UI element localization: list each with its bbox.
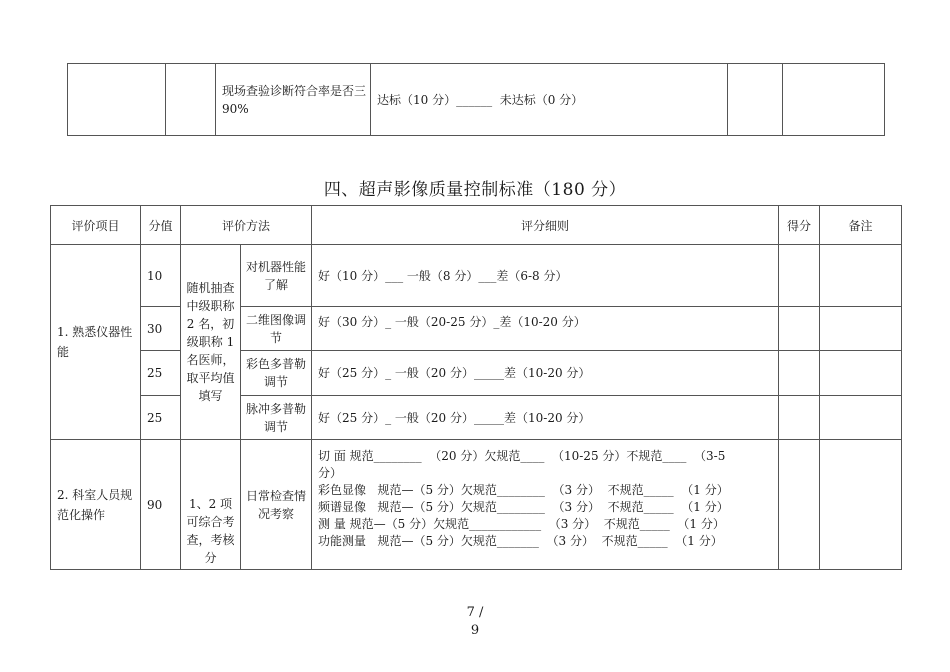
got-cell [779, 245, 820, 307]
detail-cell: 达标（10 分）______ 未达标（0 分） [371, 64, 728, 136]
got-cell [779, 351, 820, 396]
header-detail: 评分细则 [312, 206, 779, 245]
note-cell [783, 64, 885, 136]
section-title: 四、超声影像质量控制标准（180 分） [323, 180, 627, 200]
previous-section-table [67, 63, 885, 136]
note-cell [820, 307, 902, 351]
score-cell: 25 [141, 396, 181, 440]
detail-line: 功能测量 规范—（5 分）欠规范_______ （3 分） 不规范_____ （1 分） [318, 534, 723, 548]
ultrasound-quality-table [50, 205, 902, 570]
page-number [0, 604, 950, 640]
detail-line: 切 面 规范________ （20 分）欠规范____ （10-25 分）不规范____ （3-5 [318, 449, 726, 463]
sub-method-cell: 二维图像调节 [241, 307, 312, 351]
table-row [68, 64, 885, 136]
sub-method-cell: 彩色多普勒调节 [241, 351, 312, 396]
note-cell [820, 396, 902, 440]
table-row [51, 245, 902, 307]
detail-line: 分） [318, 466, 343, 480]
detail-cell: 好（25 分）_ 一般（20 分）_____差（10-20 分） [312, 351, 779, 396]
score-cell [166, 64, 216, 136]
got-cell [728, 64, 783, 136]
header-got: 得分 [779, 206, 820, 245]
score-cell: 25 [141, 351, 181, 396]
page-current: 7 / [466, 605, 484, 620]
table-row [51, 351, 902, 396]
detail-line: 频谱显像 规范—（5 分）欠规范________ （3 分） 不规范_____ （1 分） [318, 500, 729, 514]
item-cell: 2. 科室人员规范化操作 [51, 440, 141, 570]
item-cell [68, 64, 166, 136]
note-cell [820, 351, 902, 396]
score-cell: 90 [141, 440, 181, 570]
got-cell [779, 307, 820, 351]
detail-line: 测 量 规范—（5 分）欠规范____________ （3 分） 不规范_____ （1 分） [318, 517, 725, 531]
sub-method-cell: 对机器性能了解 [241, 245, 312, 307]
detail-line: 彩色显像 规范—（5 分）欠规范________ （3 分） 不规范_____ （1 分） [318, 483, 729, 497]
method-cell: 现场查验诊断符合率是否三 90% [216, 64, 371, 136]
sub-method-cell: 日常检查情况考察 [241, 440, 312, 570]
method-cell: 随机抽查中级职称 2 名，初级职称 1 名医师，取平均值填写 [181, 245, 241, 440]
detail-cell: 好（10 分）___ 一般（8 分）___差（6-8 分） [312, 245, 779, 307]
note-cell [820, 245, 902, 307]
header-method: 评价方法 [181, 206, 312, 245]
table-row [51, 307, 902, 351]
method-cell: 1、2 项可综合考查，考核分 [181, 440, 241, 570]
item-cell: 1. 熟悉仪器性能 [51, 245, 141, 440]
sub-method-cell: 脉冲多普勒调节 [241, 396, 312, 440]
got-cell [779, 396, 820, 440]
header-item: 评价项目 [51, 206, 141, 245]
page-total: 9 [470, 623, 480, 638]
detail-cell: 好（25 分）_ 一般（20 分）_____差（10-20 分） [312, 396, 779, 440]
table-row [51, 396, 902, 440]
header-note: 备注 [820, 206, 902, 245]
detail-cell [312, 440, 779, 570]
got-cell [779, 440, 820, 570]
score-cell: 30 [141, 307, 181, 351]
note-cell [820, 440, 902, 570]
table-row [51, 440, 902, 570]
score-cell: 10 [141, 245, 181, 307]
header-row [51, 206, 902, 245]
detail-cell: 好（30 分）_ 一般（20-25 分）_差（10-20 分） [312, 307, 779, 351]
header-score: 分值 [141, 206, 181, 245]
